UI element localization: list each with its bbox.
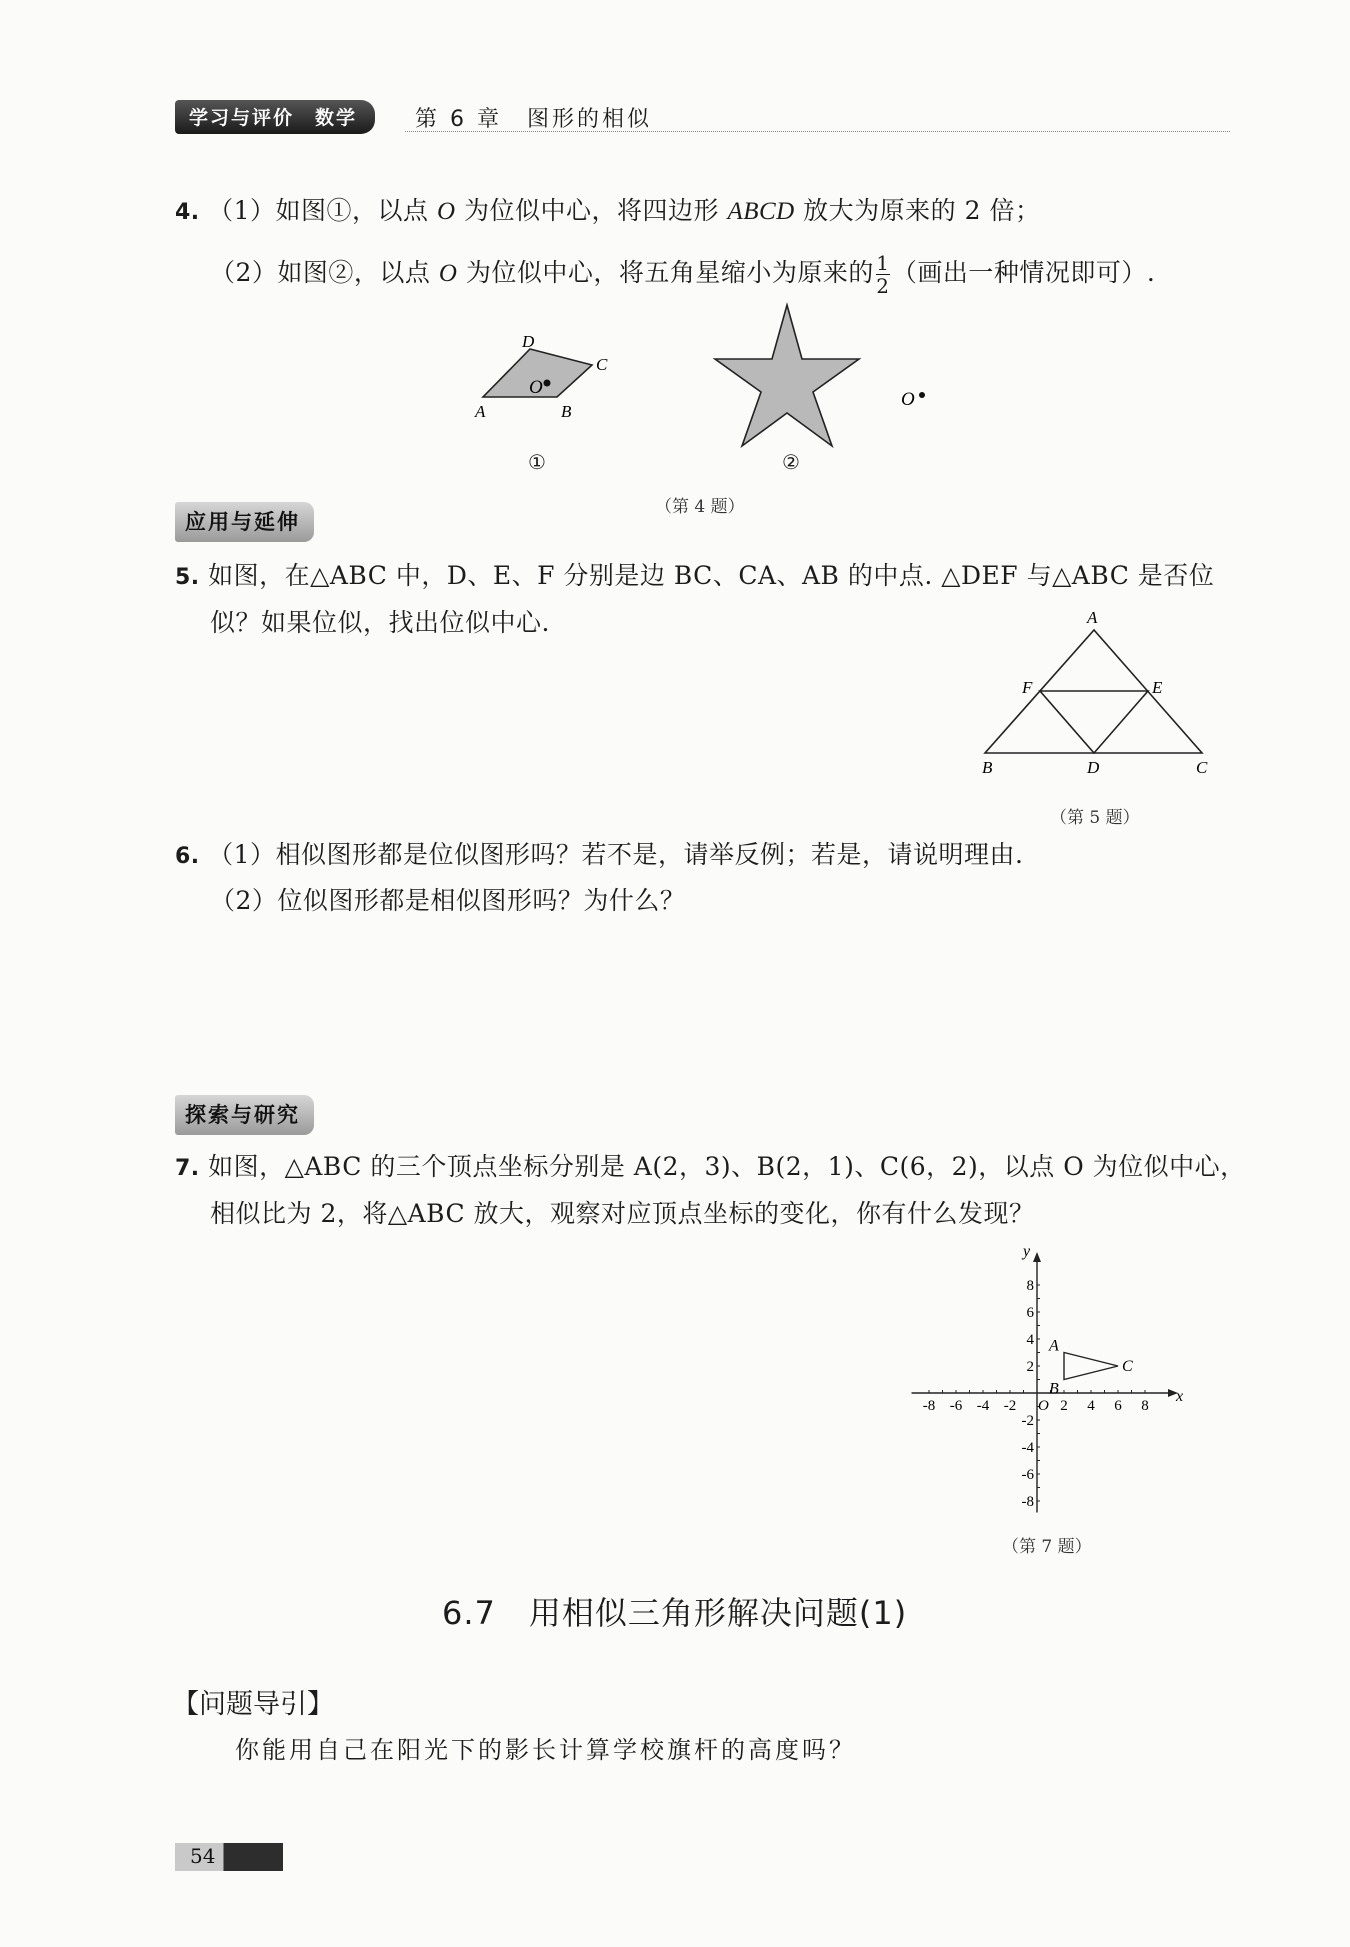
q6-text: （1）相似图形都是位似图形吗？若不是，请举反例；若是，请说明理由. [208,840,1024,869]
q6-number: 6. [175,844,200,869]
point-o-dot [919,392,925,398]
triangle-def [1040,691,1148,753]
page-number: 54 [190,1844,216,1868]
q4-line1 [175,188,1040,236]
label-a: A [1087,608,1098,627]
q6-line1 [175,832,1023,880]
q5-line1 [175,553,1214,601]
q4-text: 放大为原来的 2 倍； [794,196,1041,225]
point-label-b: B [1049,1380,1059,1398]
x-tick-label: -2 [1003,1398,1017,1414]
q7-text: 如图，△ABC 的三个顶点坐标分别是 A(2，3)、B(2，1)、C(6，2)，以点 O 为位似中心， [208,1152,1246,1181]
q4-text: （1）如图①，以点 [208,196,437,225]
q7-line1 [175,1144,1246,1192]
x-tick-label: 6 [1114,1398,1122,1414]
section-explore-badge: 探索与研究 [175,1095,314,1135]
section-apply-badge: 应用与延伸 [175,502,314,542]
label-o: O [529,377,543,398]
section-6-7-title: 6.7 用相似三角形解决问题(1) [442,1594,908,1632]
q4-var-abcd: ABCD [727,198,795,225]
point-o-dot [544,380,551,387]
five-point-star [715,305,859,446]
point-label-c: C [1122,1358,1133,1375]
label-d: D [522,332,535,351]
x-tick-label: 4 [1087,1398,1095,1414]
label-c: C [596,355,608,374]
y-tick-label: -8 [1021,1494,1034,1510]
q4-number: 4. [175,200,200,225]
q5-caption: （第 5 题） [1050,808,1140,828]
q4-text: 为位似中心，将四边形 [455,196,728,225]
x-tick-label: 8 [1141,1398,1149,1414]
q5-line2: 似？如果位似，找出位似中心. [210,608,550,637]
q5-number: 5. [175,565,200,590]
x-tick-label: -6 [949,1398,963,1414]
x-tick-label: -8 [922,1398,936,1414]
x-axis-label: x [1176,1388,1184,1405]
chapter-title: 第 6 章 图形的相似 [415,107,652,132]
y-tick-label: 2 [1026,1359,1034,1375]
y-tick-label: -4 [1021,1440,1034,1456]
y-tick-label: 6 [1026,1305,1034,1321]
q4-figure-2-label: ② [782,450,800,474]
fraction-one-half [876,253,890,296]
origin-label: O [1038,1398,1049,1414]
y-tick-label: 8 [1026,1278,1034,1294]
frac-denominator: 2 [876,274,890,298]
label-e: E [1152,678,1163,697]
y-tick-label: 4 [1026,1332,1034,1348]
x-tick-label: 2 [1060,1398,1068,1414]
q4-figure-1-label: ① [528,450,546,474]
y-axis-label: y [1023,1243,1031,1260]
header-rule [405,131,1230,132]
label-a: A [475,402,486,421]
frac-numerator: 1 [876,251,890,275]
y-axis-arrow [1033,1252,1041,1262]
problem-guide-text: 你能用自己在阳光下的影长计算学校旗杆的高度吗？ [235,1736,856,1764]
q4-text: （画出一种情况即可）. [891,258,1156,287]
label-b: B [561,402,572,421]
q7-line2: 相似比为 2，将△ABC 放大，观察对应顶点坐标的变化，你有什么发现？ [210,1199,1035,1228]
q6-line2: （2）位似图形都是相似图形吗？为什么？ [210,886,686,915]
running-header [175,100,1230,136]
label-b: B [982,758,993,777]
q5-text: 如图，在△ABC 中，D、E、F 分别是边 BC、CA、AB 的中点. △DEF 与△ABC 是否位 [208,561,1215,590]
q4-figure-2 [705,300,955,450]
q7-number: 7. [175,1156,200,1181]
label-c: C [1196,758,1208,777]
q7-coordinate-plane [905,1243,1184,1510]
q4-caption: （第 4 题） [655,497,745,517]
q4-line2 [210,250,1155,297]
problem-guide-heading: 【问题导引】 [172,1689,334,1720]
y-tick-label: -2 [1021,1413,1034,1429]
point-label-a: A [1049,1337,1059,1355]
label-d: D [1087,758,1100,777]
label-f: F [1022,678,1033,697]
label-o: O [901,389,915,410]
q5-figure [970,605,1220,775]
x-tick-label: -4 [976,1398,990,1414]
q7-caption: （第 7 题） [1002,1537,1092,1557]
triangle-abc [1064,1353,1118,1380]
q4-var-o: O [438,260,458,287]
q4-var-o: O [436,198,456,225]
q4-figure-1 [465,325,625,430]
q4-text: （2）如图②，以点 [210,258,439,287]
book-badge: 学习与评价 数学 [175,100,375,134]
y-tick-label: -6 [1021,1467,1034,1483]
q4-text: 为位似中心，将五角星缩小为原来的 [457,258,874,287]
